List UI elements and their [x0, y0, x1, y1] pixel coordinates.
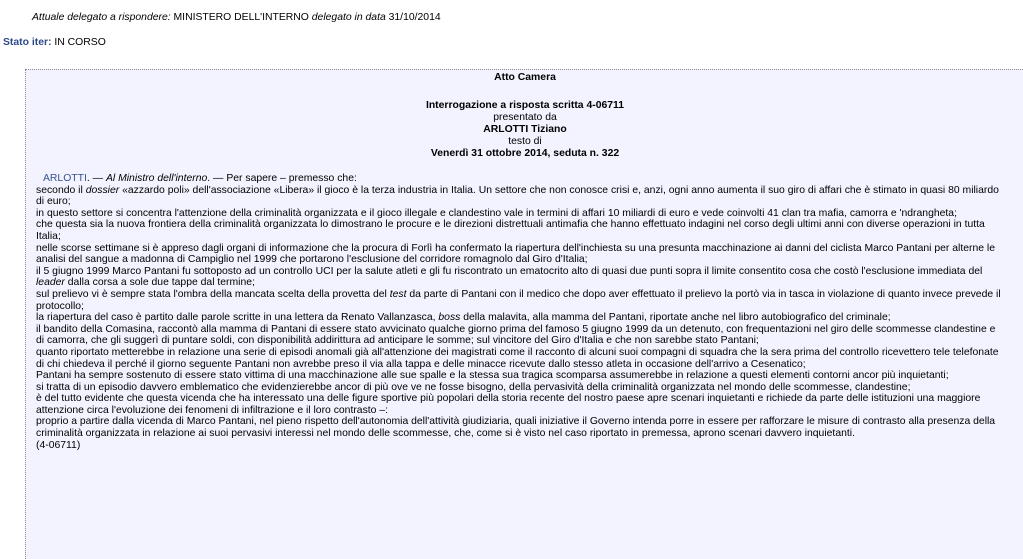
text-span: il 5 giugno 1999 Marco Pantani fu sottoposto ad un controllo UCI per la salute atleti e gli fu riscontrato un ematocrito alto di quasi due punti sopra il limite consentito cosa che costò l'esclusione immediata del [36, 265, 983, 277]
document-type: Interrogazione a risposta scritta 4-06711 [425, 100, 625, 111]
paragraph: proprio a partire dalla vicenda di Marco Pantani, nel pieno rispetto dell'autonomia dell'attività giudiziaria, quali iniziative il Governo intenda porre in essere per rafforzare le misure di contrasto alla presenza della criminalità organizzata in relazione ai suoi pervasivi interessi nel mondo delle scommesse, che, come si è visto nel caso riportato in premessa, aprono scenari davvero inquietanti. [36, 416, 996, 440]
intro-addressee: Al Ministro dell'interno [105, 173, 208, 184]
delegate-date-label: delegato in data [311, 12, 386, 23]
text-span-italic: dossier [85, 184, 120, 196]
paragraph: si tratta di un episodio davvero emblematico che evidenzierebbe ancor di più ove ve ne fosse bisogno, della pervasività della criminalità organizzata nel mondo delle scommesse, clandestine; [36, 381, 911, 393]
paragraph [36, 266, 1001, 289]
paragraph: il bandito della Comasina, raccontò alla mamma di Pantani di essere stato avvicinato qualche giorno prima del famoso 5 giugno 1999 da un detenuto, con frequentazioni nel giro delle scommesse clandestine e di camorra, che gli suggerì di puntare soldi, con disponibilità addirittura ad anticipare le somme; sul vincitore del Giro d'Italia e che non sarebbe stato Pantani; [36, 323, 996, 347]
author-name: ARLOTTI Tiziano [483, 124, 567, 135]
intro-line [36, 173, 1001, 185]
session-date: Venerdì 31 ottobre 2014, seduta n. 322 [430, 148, 620, 159]
interrogation-body [36, 173, 1001, 451]
delegate-label: Attuale delegato a rispondere: [32, 12, 171, 23]
paragraph [36, 185, 1001, 208]
text-of: testo di [508, 136, 542, 147]
paragraph: in questo settore si concentra l'attenzione della criminalità organizzata e il gioco illegale e clandestino vale in termini di affari 10 miliardi di euro e vede coinvolti 41 clan tra mafia, camorra e 'ndrangheta; [36, 207, 957, 219]
stato-iter-label: Stato iter: [3, 37, 52, 48]
chamber-heading: Atto Camera [494, 72, 556, 83]
text-span: da parte di Pantani con il medico che dopo aver effettuato il prelievo la portò via in tasca in violazione di quanto invece prevede il protocollo; [36, 288, 1001, 312]
intro-author: ARLOTTI [43, 173, 87, 184]
text-span: sul prelievo vi è sempre stata l'ombra della mancata scelta della provetta del [36, 288, 390, 300]
delegate-line [32, 12, 441, 24]
text-span-italic: boss [438, 312, 461, 324]
intro-rest: . — Per sapere – premesso che: [207, 173, 357, 184]
stato-iter [3, 37, 106, 49]
stato-iter-value: IN CORSO [54, 37, 106, 48]
paragraph: quanto riportato metterebbe in relazione una serie di episodi anomali già all'attenzione dei magistrati come il racconto di alcuni suoi compagni di squadra che la sera prima del controllo ricevettero tele telefonate di chi chiedeva il perché il giorno seguente Pantani non avrebbe preso il via alla tappa e delle minacce ricevute dallo stesso atleta in occasione dell'arrivo a Cesenatico; [36, 346, 999, 370]
intro-dash: . — [86, 173, 106, 184]
paragraph: nelle scorse settimane si è appreso dagli organi di informazione che la procura di Forlì ha confermato la riapertura dell'inchiesta su una presunta macchinazione ai danni del ciclista Marco Pantani per alterne le analisi del sangue a madonna di Campiglio nel 1999 che portarono l'esclusione del corridore romagnolo dal Giro d'Italia; [36, 242, 996, 266]
text-span: la riapertura del caso è partito dalle parole scritte in una lettera da Renato Vallanzasca, [36, 312, 439, 324]
presented-by: presentato da [493, 112, 557, 123]
paragraph: Pantani ha sempre sostenuto di essere stato vittima di una macchinazione alle sue spalle e la stessa sua tragica scomparsa assumerebbe in relazione a questi elementi contorni ancor più inquietanti; [36, 370, 949, 382]
document-box [25, 69, 1023, 559]
text-span-italic: leader [36, 277, 65, 289]
text-span: della malavita, alla mamma del Pantani, riportate anche nel libro autobiografico del criminale; [460, 312, 891, 324]
text-span-italic: test [389, 288, 407, 300]
paragraph: che questa sia la nuova frontiera della criminalità organizzata lo dimostrano le procure e le direzioni distrettuali antimafia che hanno effettuato indagini nel corso degli ultimi anni con diverse operazioni in tutta Italia; [36, 219, 985, 242]
paragraph [36, 289, 1001, 312]
delegate-date-value: 31/10/2014 [388, 12, 441, 23]
text-span: secondo il [36, 184, 86, 196]
paragraph [36, 312, 1001, 324]
paragraph: è del tutto evidente che questa vicenda che ha interessato una delle figure sportive più popolari della storia recente del nostro paese apre scenari inquietanti e richiede da parte delle istituzioni una maggiore attenzione circa l'evoluzione dei fenomeni di infiltrazione e il loro contrasto –: [36, 393, 981, 416]
text-span: dalla corsa a sole due tappe dal termine; [64, 277, 255, 289]
text-span: «azzardo poli» dell'associazione «Libera» il gioco è la terza industria in Italia. Un settore che non conosce crisi e, anzi, ogni anno aumenta il suo giro di affari che è stimato in quasi 80 miliardo di euro; [36, 184, 999, 208]
reference-number: (4-06711) [36, 439, 81, 451]
delegate-value: MINISTERO DELL'INTERNO [173, 12, 309, 23]
